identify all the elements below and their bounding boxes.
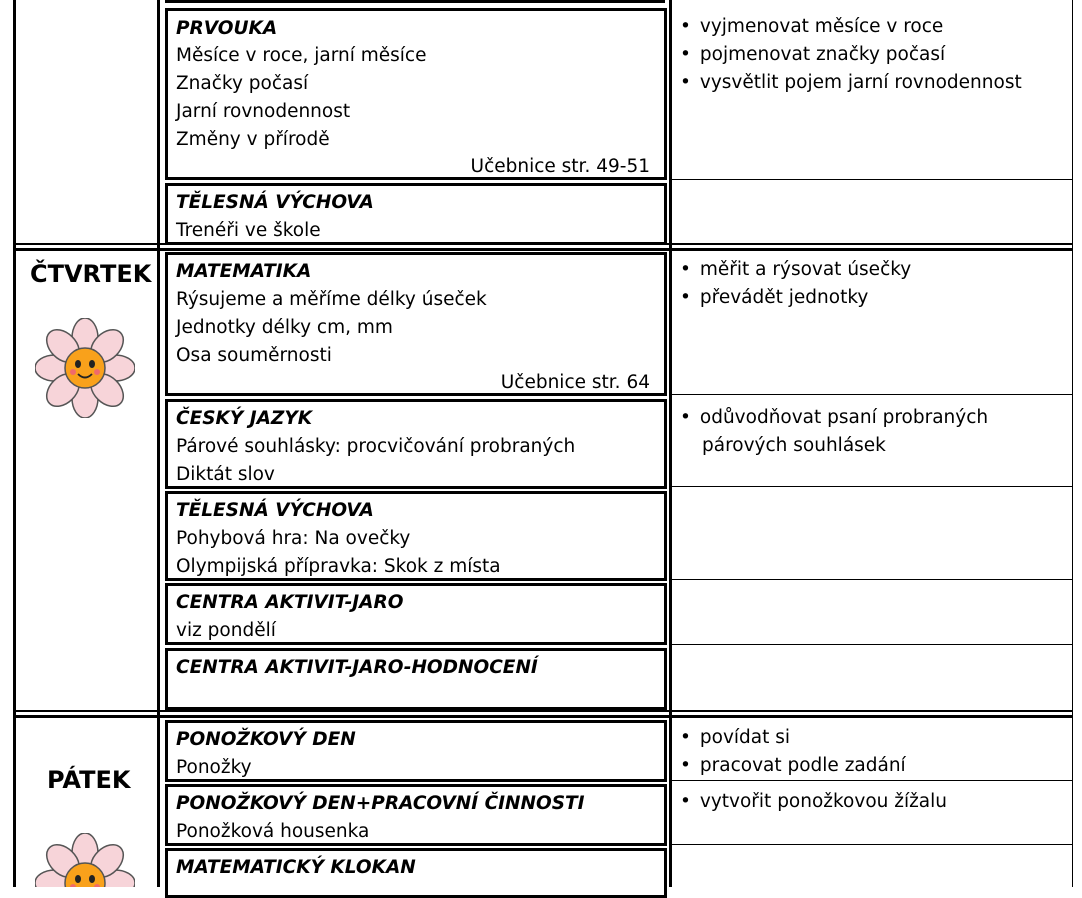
- goals-row-divider: [672, 644, 1072, 645]
- flower-icon: [35, 318, 135, 418]
- lesson-line: Osa souměrnosti: [176, 345, 332, 366]
- lesson-line: Značky počasí: [176, 73, 309, 94]
- lesson-cell-ponozkovy-pc: [165, 784, 667, 846]
- lesson-cell-tv: [165, 491, 667, 581]
- subject-title: CENTRA AKTIVIT-JARO-HODNOCENÍ: [176, 657, 538, 678]
- subject-title: PONOŽKOVÝ DEN+PRACOVNÍ ČINNOSTI: [176, 793, 585, 814]
- goal-item: • pojmenovat značky počasí: [680, 44, 946, 65]
- goal-item: • měřit a rýsovat úsečky: [680, 259, 912, 280]
- subject-title: PONOŽKOVÝ DEN: [176, 729, 356, 750]
- lesson-cell-centra-aktivit: [165, 583, 667, 645]
- lesson-line: viz pondělí: [176, 620, 276, 641]
- goal-item: • povídat si: [680, 727, 791, 748]
- goals-row-divider: [672, 844, 1072, 845]
- lesson-line: Měsíce v roce, jarní měsíce: [176, 45, 427, 66]
- goals-row-divider: [672, 579, 1072, 580]
- lesson-cell-ponozkovy-den: [165, 720, 667, 782]
- goal-item-continuation: párových souhlásek: [702, 435, 886, 456]
- day-separator-top: [13, 710, 1073, 712]
- lesson-line: Olympijská přípravka: Skok z místa: [176, 556, 501, 577]
- table-left-border: [13, 0, 16, 887]
- day-separator-bottom: [13, 715, 1073, 718]
- lesson-cell-centra-hodnoceni: [165, 648, 667, 710]
- lesson-cell-tv: [165, 183, 667, 245]
- goal-item: • převádět jednotky: [680, 287, 869, 308]
- lesson-line: Rýsujeme a měříme délky úseček: [176, 289, 487, 310]
- lesson-line: Změny v přírodě: [176, 129, 330, 150]
- lesson-line: Ponožky: [176, 757, 252, 778]
- goals-row-divider: [672, 780, 1072, 781]
- lesson-line: Diktát slov: [176, 464, 275, 485]
- subject-title: ČESKÝ JAZYK: [176, 408, 313, 429]
- table-right-border: [1072, 0, 1073, 887]
- top-cell-edge: [165, 0, 665, 3]
- lesson-line: Trenéři ve škole: [176, 220, 321, 241]
- lesson-cell-cesky-jazyk: [165, 399, 667, 489]
- textbook-reference: Učebnice str. 49-51: [470, 156, 650, 177]
- goals-row-divider: [672, 486, 1072, 487]
- textbook-reference: Učebnice str. 64: [500, 372, 650, 393]
- goal-item: • vytvořit ponožkovou žížalu: [680, 791, 948, 812]
- lesson-line: Jarní rovnodennost: [176, 101, 351, 122]
- day-friday: PÁTEK: [47, 766, 131, 794]
- lesson-line: Pohybová hra: Na ovečky: [176, 528, 411, 549]
- lesson-line: Jednotky délky cm, mm: [176, 317, 393, 338]
- goal-item: • pracovat podle zadání: [680, 755, 906, 776]
- goals-row-divider: [672, 179, 1072, 180]
- lesson-cell-matematicky-klokan: [165, 848, 667, 898]
- subject-title: CENTRA AKTIVIT-JARO: [176, 592, 404, 613]
- flower-icon: [35, 833, 135, 887]
- goal-item: • odůvodňovat psaní probraných: [680, 407, 989, 428]
- lesson-line: Párové souhlásky: procvičování probraných: [176, 436, 576, 457]
- goal-item: • vyjmenovat měsíce v roce: [680, 16, 944, 37]
- goals-row-divider: [672, 394, 1072, 395]
- subject-title: TĚLESNÁ VÝCHOVA: [176, 192, 374, 213]
- lesson-cell-prvouka: [165, 8, 667, 180]
- lesson-line: Ponožková housenka: [176, 821, 370, 842]
- day-thursday: ČTVRTEK: [30, 260, 152, 288]
- lesson-cell-matematika: [165, 252, 667, 396]
- goal-item: • vysvětlit pojem jarní rovnodennost: [680, 72, 1022, 93]
- subject-title: PRVOUKA: [176, 18, 278, 39]
- subject-title: MATEMATICKÝ KLOKAN: [176, 857, 416, 878]
- subject-title: MATEMATIKA: [176, 261, 312, 282]
- day-separator-bottom: [13, 248, 1073, 251]
- subject-title: TĚLESNÁ VÝCHOVA: [176, 500, 374, 521]
- goals-column-divider: [669, 0, 672, 887]
- day-column-divider: [157, 0, 160, 887]
